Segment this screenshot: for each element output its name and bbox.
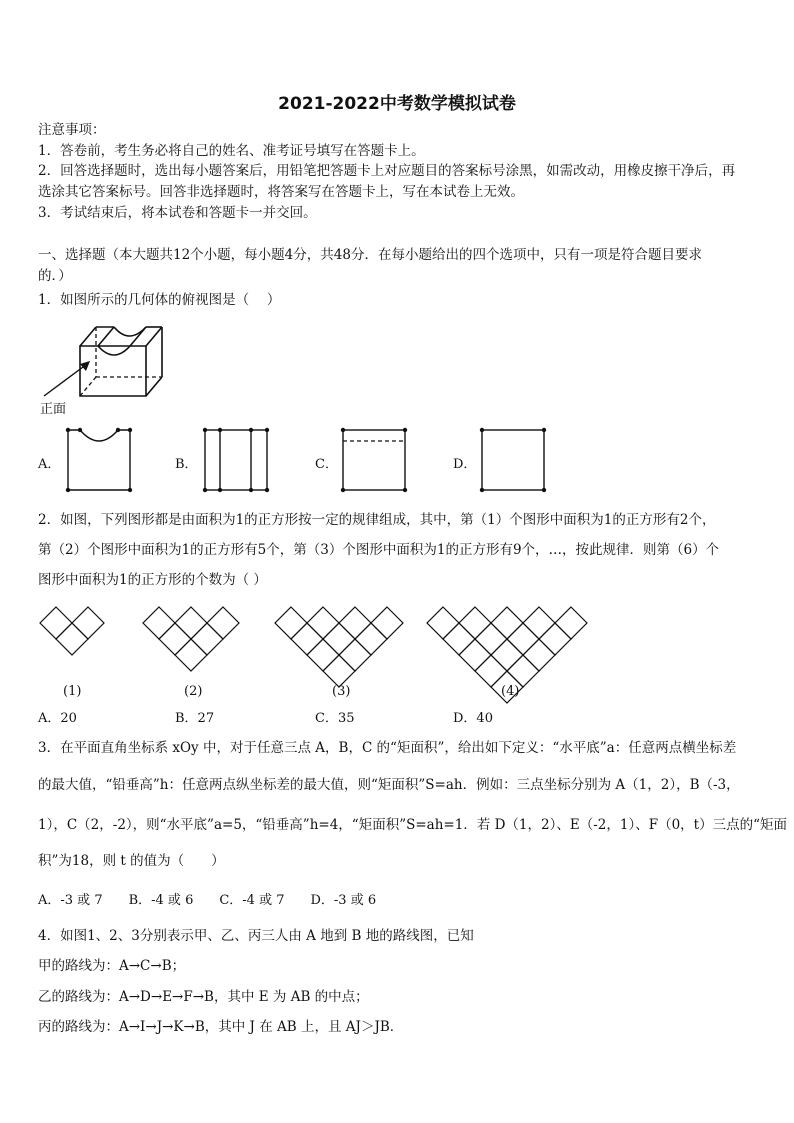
unit-square: [491, 639, 523, 671]
unit-square: [307, 607, 339, 639]
q2-figure-label: (2): [184, 684, 203, 699]
q1-option-a-figure: [60, 425, 140, 495]
unit-square: [491, 607, 523, 639]
unit-square: [371, 607, 403, 639]
pattern-figure: [275, 607, 403, 687]
unit-square: [475, 623, 507, 655]
q1-option-c-label[interactable]: C．: [315, 457, 338, 472]
unit-square: [175, 607, 207, 639]
q1-option-c-figure: [338, 425, 413, 495]
unit-square: [175, 639, 207, 671]
q3-stem-line4: 积”为18，则 t 的值为（ ）: [38, 853, 225, 869]
unit-square: [523, 639, 555, 671]
unit-square: [143, 607, 175, 639]
unit-square: [523, 607, 555, 639]
notice-heading: 注意事项：: [38, 122, 106, 138]
unit-square: [475, 655, 507, 687]
q4-stem-line3: 乙的路线为：A→D→E→F→B，其中 E 为 AB 的中点；: [38, 989, 369, 1005]
front-label: 正面: [40, 402, 67, 417]
unit-square: [323, 655, 355, 687]
q2-pattern-figures: [0, 590, 794, 705]
q1-option-d-figure: [478, 425, 553, 495]
unit-square: [207, 607, 239, 639]
q2-stem-line3: 图形中面积为1的正方形的个数为（ ）: [38, 572, 267, 588]
unit-square: [459, 639, 491, 671]
q1-option-a-label[interactable]: A．: [38, 457, 61, 472]
q2-option-a[interactable]: A．20: [38, 711, 77, 726]
q2-option-d[interactable]: D．40: [453, 711, 493, 726]
pattern-figure: [143, 607, 239, 671]
q2-stem-line1: 2．如图，下列图形都是由面积为1的正方形按一定的规律组成，其中，第（1）个图形中面积为1的正方形有2个，: [38, 512, 716, 528]
page-title: 2021-2022中考数学模拟试卷: [278, 94, 516, 114]
unit-square: [275, 607, 307, 639]
q2-figure-label: (1): [63, 684, 82, 699]
unit-square: [291, 623, 323, 655]
unit-square: [427, 607, 459, 639]
q2-figure-label: (4): [501, 684, 520, 699]
q4-stem-line2: 甲的路线为：A→C→B；: [38, 958, 186, 974]
q4-stem-line4: 丙的路线为：A→I→J→K→B，其中 J 在 AB 上，且 AJ＞JB．: [38, 1019, 404, 1035]
section-heading-cont: 的．）: [38, 268, 72, 284]
unit-square: [323, 623, 355, 655]
unit-square: [72, 607, 104, 639]
pattern-figure: [40, 607, 104, 655]
unit-square: [159, 623, 191, 655]
q1-stem: 1．如图所示的几何体的俯视图是（ ）: [38, 292, 281, 308]
notice-item: 3．考试结束后，将本试卷和答题卡一并交回。: [38, 205, 317, 221]
unit-square: [40, 607, 72, 639]
q1-option-b-figure: [200, 425, 275, 495]
q2-stem-line2: 第（2）个图形中面积为1的正方形有5个，第（3）个图形中面积为1的正方形有9个，…，按此规律．则第（6）个: [38, 542, 720, 558]
unit-square: [507, 655, 539, 687]
unit-square: [443, 623, 475, 655]
q3-options[interactable]: A．-3 或 7 B．-4 或 6 C．-4 或 7 D．-3 或 6: [38, 893, 377, 908]
unit-square: [355, 623, 387, 655]
q3-stem-line3: 1），C（2，-2），则“水平底”a=5，“铅垂高”h=4，“矩面积”S=ah=1．若 D（1，2）、E（-2，1）、F（0，t）三点的“矩面: [38, 817, 787, 833]
q2-option-c[interactable]: C．35: [315, 711, 355, 726]
notice-item: 1．答卷前，考生务必将自己的姓名、准考证号填写在答题卡上。: [38, 143, 425, 159]
q1-option-b-label[interactable]: B．: [175, 457, 198, 472]
q4-stem-line1: 4．如图1、2、3分别表示甲、乙、丙三人由 A 地到 B 地的路线图，已知: [38, 928, 474, 944]
unit-square: [191, 623, 223, 655]
q1-option-d-label[interactable]: D．: [453, 457, 477, 472]
unit-square: [539, 623, 571, 655]
q2-figure-label: (3): [332, 684, 351, 699]
unit-square: [56, 623, 88, 655]
unit-square: [555, 607, 587, 639]
q3-stem-line2: 的最大值，“铅垂高”h：任意两点纵坐标差的最大值，则“矩面积”S=ah．例如：三点坐标分别为 A（1，2），B（-3，: [38, 777, 740, 793]
unit-square: [307, 639, 339, 671]
section-heading: 一、选择题（本大题共12个小题，每小题4分，共48分．在每小题给出的四个选项中，只有一项是符合题目要求: [38, 247, 702, 263]
unit-square: [339, 639, 371, 671]
q2-option-b[interactable]: B．27: [175, 711, 215, 726]
notice-item: 选涂其它答案标号。回答非选择题时，将答案写在答题卡上，写在本试卷上无效。: [38, 184, 524, 200]
unit-square: [459, 607, 491, 639]
q3-stem-line1: 3．在平面直角坐标系 xOy 中，对于任意三点 A，B，C 的“矩面积”，给出如下定义：“水平底”a：任意两点横坐标差: [38, 740, 737, 756]
unit-square: [339, 607, 371, 639]
notice-item: 2．回答选择题时，选出每小题答案后，用铅笔把答题卡上对应题目的答案标号涂黑，如需改动，用橡皮擦干净后，再: [38, 163, 736, 179]
unit-square: [507, 623, 539, 655]
